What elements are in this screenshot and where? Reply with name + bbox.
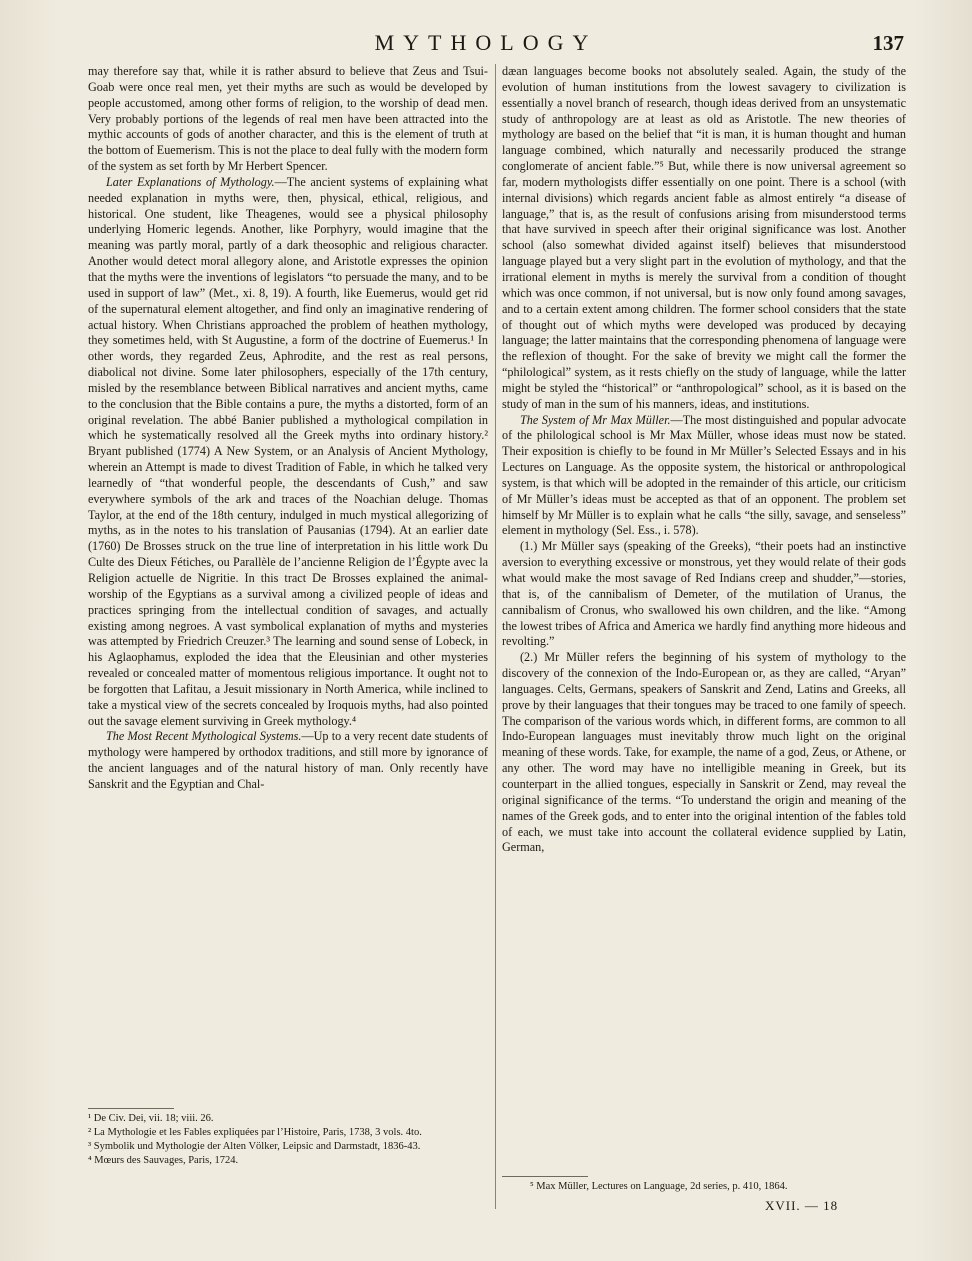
paragraph xyxy=(88,729,488,792)
section-heading: The System of Mr Max Müller. xyxy=(520,412,671,427)
signature-mark: XVII. — 18 xyxy=(765,1198,839,1213)
footnote: ³ Symbolik und Mythologie der Alten Völker, Leipsic and Darmstadt, 1836-43. xyxy=(88,1141,421,1152)
paragraph xyxy=(88,175,488,730)
footnote: ² La Mythologie et les Fables expliquées par l’Histoire, Paris, 1738, 3 vols. 4to. xyxy=(88,1127,422,1138)
right-column xyxy=(502,64,906,856)
paragraph: (1.) Mr Müller says (speaking of the Greeks), “their poets had an instinctive aversion to everything excessive or monstrous, yet they would relate of their gods what would make the most savage of Red Indians creep and shudder,”—stories, that is, of the cannibalism of Demeter, of the mutilation of Uranus, the cannibalism of Cronus, who swallowed his own children, and the like. “Among the lowest tribes of Africa and America we hardly find anything more hideous and revolting.” xyxy=(502,539,906,649)
paragraph: dæan languages become books not absolutely sealed. Again, the study of the evolution of human institutions from the lowest savagery to civilization is essentially a novel branch of research, though ideas derived from an unsystematic study of anthropology are at least as old as Aristotle. The new theories of mythology are based on the belief that “it is man, it is human thought and human language combined, which naturally and necessarily produced the strange conglomerate of ancient fable.”⁵ But, while there is now universal agreement so far, modern mythologists differ essentially on one point. There is a school (with internal divisions) which regards ancient fable as almost entirely “a disease of language,” that is, as the result of confusions arising from misunderstood terms that have survived in speech after their original significance was lost. Another school (also somewhat divided against itself) believes that misunderstood language played but a very slight part in the evolution of mythology, and that the irrational element in myths is merely the survival from a condition of thought which was once common, if not universal, but is now only found among savages, and to a certain extent among children. The former school considers that the state of thought out of which myths were developed was produced by decaying language; the latter maintains that the corresponding phenomena of language were the reflexion of thought. For the sake of brevity we might call the former the “philological” system, as it rests chiefly on the study of language, while the latter might be styled the “historical” or “anthropological” school, as it is based on the study of man in the sum of his manners, ideas, and institutions. xyxy=(502,64,906,411)
footnote: ⁵ Max Müller, Lectures on Language, 2d series, p. 410, 1864. xyxy=(530,1181,788,1192)
paragraph: (2.) Mr Müller refers the beginning of his system of mythology to the discovery of the connexion of the Indo-European or, as they are called, “Aryan” languages. Celts, Germans, speakers of Sanskrit and Zend, Latins and Greeks, all prove by their languages that their tongues may be traced to one family of speech. The comparison of the various words which, in different forms, are common to all Indo-European languages must inevitably throw much light on the original meaning of these words. Take, for example, the name of a god, Zeus, or Athene, or any other. The word may have no intelligible meaning in Greek, but its counterpart in the allied tongues, especially in Sanskrit or Zend, may reveal the original significance of the terms. “To understand the origin and meaning of the names of the Greek gods, and to enter into the original intention of the fables told of each, we must take into account the collateral evidence supplied by Latin, German, xyxy=(502,650,906,855)
footnote-rule xyxy=(88,1108,174,1109)
footnote: ⁴ Mœurs des Sauvages, Paris, 1724. xyxy=(88,1155,239,1166)
paragraph: may therefore say that, while it is rather absurd to believe that Zeus and Tsui-Goab were once real men, yet their myths are such as would be developed by people accustomed, among other forms of religion, to the worship of dead men. Very probably portions of the legends of real men have been attracted into the mythic accounts of gods of another character, and this is the element of truth at the bottom of Euemerism. This is not the place to deal fully with the modern form of the system as set forth by Mr Herbert Spencer. xyxy=(88,64,488,174)
column-divider xyxy=(495,64,496,1209)
running-title: MYTHOLOGY xyxy=(374,30,598,55)
page-number: 137 xyxy=(872,31,904,55)
paragraph-text: —Up to a very recent date students of mythology were hampered by orthodox traditions, and still more by ignorance of the ancient languages and of the natural history of man. Only recently have Sanskrit and the Egyptian and Chal- xyxy=(88,729,488,791)
footnotes-left xyxy=(88,1112,488,1168)
left-column xyxy=(88,64,488,793)
footnote: ¹ De Civ. Dei, vii. 18; viii. 26. xyxy=(88,1113,214,1124)
footnote-rule xyxy=(502,1176,588,1177)
footnotes-right xyxy=(530,1180,910,1194)
paragraph-text: —The most distinguished and popular advocate of the philological school is Mr Max Müller, whose ideas must now be stated. Their exposition is chiefly to be found in Mr Müller’s Selected Essays and in his Lectures on Language. As the opposite system, the historical or anthropological system, is that which will be adopted in the remainder of this article, our criticism of Mr Müller’s ideas must be accepted as that of an opponent. The problem set himself by Mr Müller is to explain what he calls “the silly, savage, and senseless” element in mythology (Sel. Ess., i. 578). xyxy=(502,412,906,538)
page-header xyxy=(0,30,972,60)
paragraph-text: —The ancient systems of explaining what needed explanation in myths were, then, physical, ethical, religious, and historical. One student, like Theagenes, would see a physical philosophy underlying Homeric legends. Another, like Porphyry, would imagine that the meaning was partly moral, partly of a dark theosophic and religious character. Another would detect moral allegory alone, and Aristotle expresses the opinion that the myths were the inventions of legislators “to persuade the many, and to be used in support of law” (Met., xi. 8, 19). A fourth, like Euemerus, would get rid of the supernatural element altogether, and find only an imaginative rendering of actual history. When Christians approached the problem of heathen mythology, they sometimes held, with St Augustine, a form of the doctrine of Euemerus.¹ In other words, they regarded Zeus, Aphrodite, and the rest as real persons, diabolical not divine. Some later philosophers, especially of the 17th century, misled by the resemblance between Biblical narratives and ancient myths, came to the conclusion that the Bible contains a pure, the myths a distorted, form of an original revelation. The abbé Banier published a mythological compilation in which he systematically resolved all the Greek myths into ordinary history.² Bryant published (1774) A New System, or an Analysis of Ancient Mythology, wherein an Attempt is made to divest Tradition of Fable, in which he talked very learnedly of “that wonderful people, the descendants of Cush,” and saw everywhere symbols of the ark and traces of the Noachian deluge. Thomas Taylor, at the end of the 18th century, indulged in much mystical allegorizing of myths, as in the notes to his translation of Pausanias (1794). At an earlier date (1760) De Brosses struck on the true line of interpretation in his little work Du Culte des Dieux Fétiches, ou Parallèle de l’ancienne Religion de l’Égypte avec la Religion actuelle de Nigritie. In this tract De Brosses explained the animal-worship of the Egyptians as a survival among a civilized people of ideas and practices springing from the intellectual condition of savages, and actually existing among negroes. A vast symbolical explanation of myths and mysteries was attempted by Friedrich Creuzer.³ The learning and sound sense of Lobeck, in his Aglaophamus, exploded the idea that the Eleusinian and other mysteries revealed or concealed matter of momentous religious importance. It ought not to be forgotten that Lafitau, a Jesuit missionary in North America, while inclined to take a mystical view of the secrets concealed by Iroquois myths, had also pointed out the savage element surviving in Greek mythology.⁴ xyxy=(88,174,488,728)
section-heading: Later Explanations of Mythology. xyxy=(106,174,275,189)
section-heading: The Most Recent Mythological Systems. xyxy=(106,729,302,744)
paragraph xyxy=(502,413,906,540)
